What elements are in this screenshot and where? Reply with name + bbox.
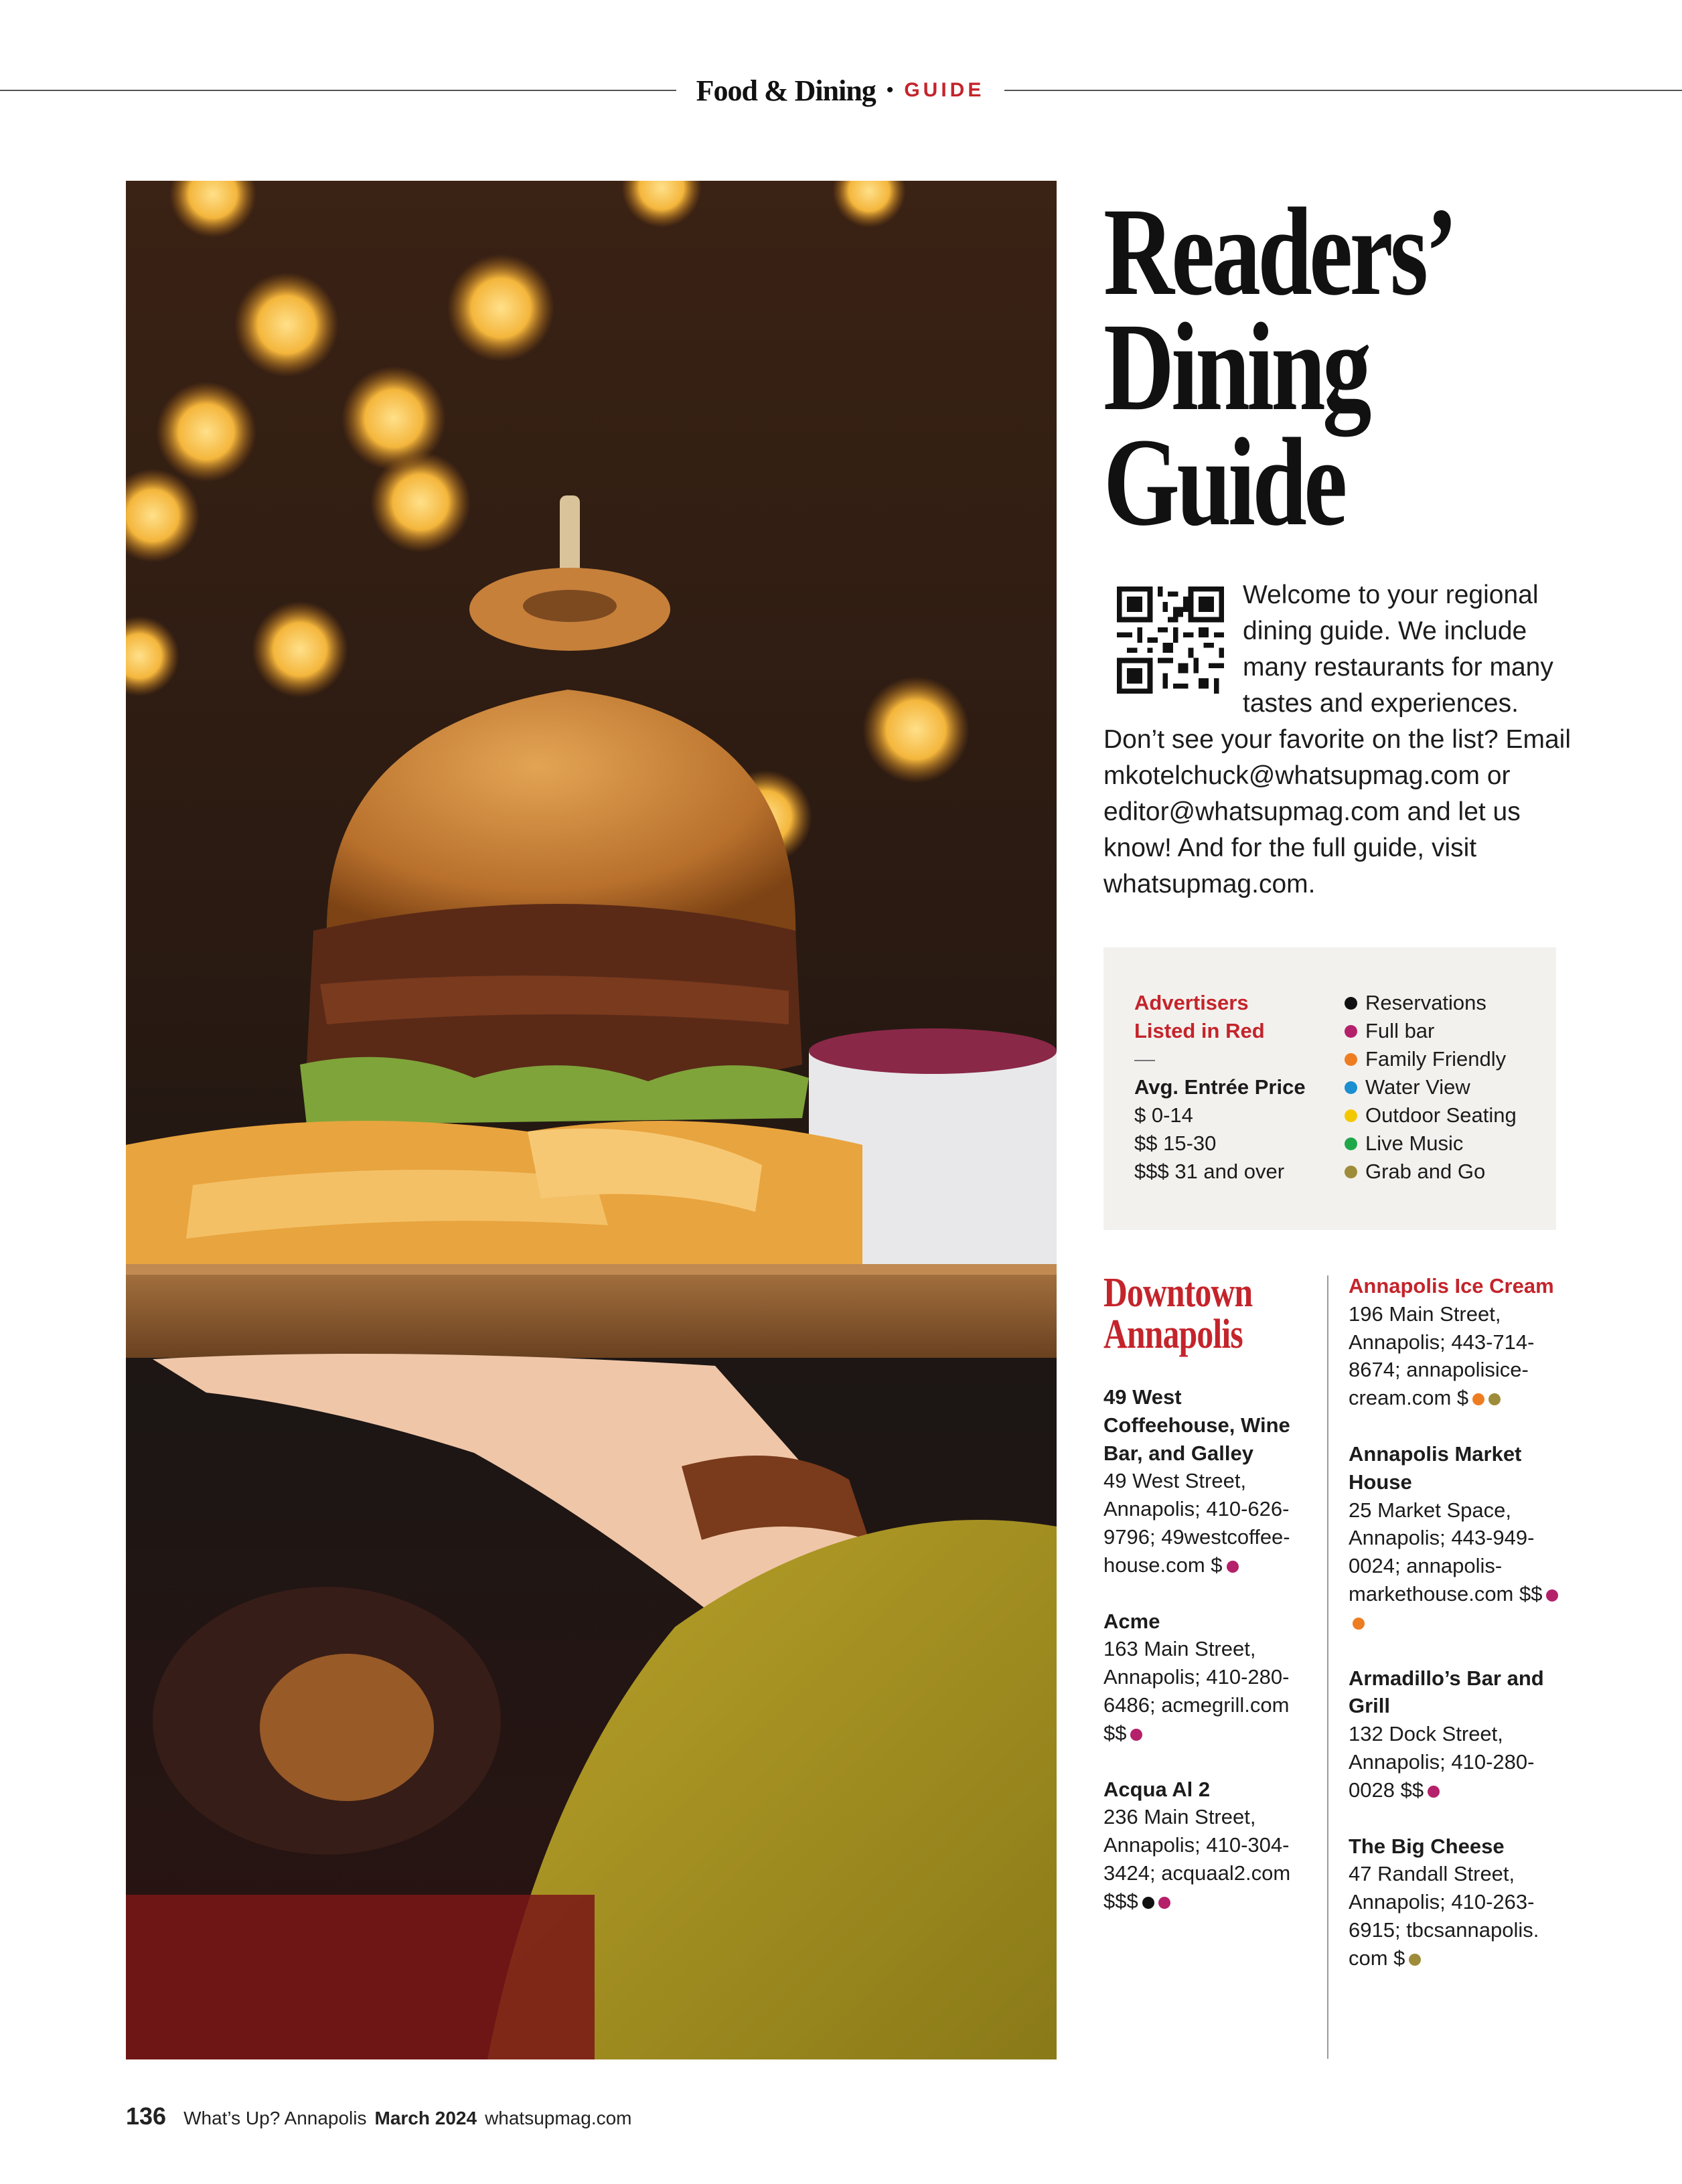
restaurant-info: 132 Dock Street, Annapolis; 410-280-0028 $$	[1349, 1722, 1535, 1802]
section-separator: •	[886, 79, 894, 101]
restaurant-name: Annapolis Market House	[1349, 1441, 1522, 1494]
running-head	[690, 67, 991, 114]
price-tier: $$$ 31 and over	[1134, 1160, 1285, 1183]
page-title	[1103, 181, 1532, 552]
amenity-label: Full bar	[1365, 1019, 1435, 1042]
restaurant-info: 47 Randall Street, Annapolis; 410-263-6915; tbcsannapolis. com $	[1349, 1862, 1539, 1970]
restaurant-details	[1349, 1300, 1570, 1412]
amenity-dot-icon	[1345, 1109, 1357, 1122]
amenity-item	[1345, 1158, 1552, 1186]
website: whatsupmag.com	[485, 2108, 632, 2128]
price-title: Avg. Entrée Price	[1134, 1075, 1306, 1099]
restaurant-details	[1349, 1720, 1570, 1804]
amenity-dot-icon	[1227, 1561, 1239, 1573]
restaurant-name: Annapolis Ice Cream	[1349, 1274, 1554, 1298]
restaurant-name: Armadillo’s Bar and Grill	[1349, 1666, 1544, 1718]
intro-paragraph	[1103, 577, 1572, 903]
restaurant-info: 49 West Street, Annapolis; 410-626-9796; 49westcoffee-house.com $	[1103, 1469, 1290, 1577]
restaurant-info: 236 Main Street, Annapolis; 410-304-3424; acquaal2.com $$$	[1103, 1805, 1291, 1913]
restaurant-details	[1103, 1803, 1318, 1915]
title-line: Readers’	[1103, 181, 1455, 321]
amenity-dot-icon	[1345, 1166, 1357, 1178]
amenity-dot-icon	[1345, 1081, 1357, 1094]
amenity-label: Family Friendly	[1365, 1047, 1507, 1071]
title-line: Dining	[1103, 297, 1369, 437]
area-title: Downtown Annapolis	[1103, 1270, 1253, 1357]
amenity-item	[1345, 1073, 1552, 1101]
listing-column	[1103, 1272, 1318, 1944]
amenity-item	[1345, 1129, 1552, 1158]
amenity-label: Water View	[1365, 1075, 1470, 1099]
amenity-item	[1345, 989, 1552, 1017]
amenity-dot-icon	[1345, 1053, 1357, 1066]
restaurant-listing	[1349, 1272, 1570, 1412]
qr-code-icon	[1117, 587, 1224, 694]
page-number: 136	[126, 2102, 167, 2130]
restaurant-listing	[1103, 1776, 1318, 1916]
amenity-label: Reservations	[1365, 991, 1486, 1014]
amenity-dot-icon	[1130, 1729, 1142, 1741]
restaurant-listing	[1103, 1383, 1318, 1579]
restaurant-details	[1349, 1496, 1570, 1636]
restaurant-details	[1103, 1635, 1318, 1747]
amenity-dot-icon	[1409, 1954, 1421, 1966]
amenity-dot-icon	[1142, 1897, 1154, 1909]
header-rule-right	[1004, 90, 1682, 91]
amenity-dot-icon	[1345, 1025, 1357, 1038]
restaurant-info: 196 Main Street, Annapolis; 443-714-8674; annapolisice-cream.com $	[1349, 1302, 1535, 1410]
burger-photo	[126, 181, 1057, 2059]
amenity-label: Grab and Go	[1365, 1160, 1486, 1183]
advertisers-note: Advertisers	[1134, 991, 1249, 1014]
issue-date: March 2024	[374, 2108, 477, 2128]
amenity-item	[1345, 1101, 1552, 1129]
section-name: Food & Dining	[696, 74, 876, 107]
amenity-label: Outdoor Seating	[1365, 1103, 1517, 1127]
legend-box	[1103, 947, 1556, 1230]
amenity-dot-icon	[1353, 1618, 1365, 1630]
price-tier: $ 0-14	[1134, 1103, 1193, 1127]
restaurant-listing	[1349, 1440, 1570, 1636]
header-rule-left	[0, 90, 676, 91]
restaurant-listing	[1103, 1608, 1318, 1747]
restaurant-listing	[1349, 1664, 1570, 1804]
legend-key	[1134, 989, 1335, 1186]
column-divider	[1327, 1275, 1328, 2059]
page-footer	[126, 2102, 632, 2136]
amenity-dot-icon	[1472, 1393, 1484, 1405]
price-tier: $$ 15-30	[1134, 1132, 1217, 1155]
amenity-label: Live Music	[1365, 1132, 1464, 1155]
intro-text: Welcome to your regional dining guide. We include many restaurants for many tastes and experiences. Don’t see your favorite on the list? Email mkotelchuck@whatsupmag.com or editor@whatsupmag.com and let us know! And for the full guide, visit whatsupmag.com.	[1103, 580, 1572, 899]
amenity-dot-icon	[1428, 1786, 1440, 1798]
restaurant-name: Acqua Al 2	[1103, 1777, 1211, 1801]
amenity-item	[1345, 1045, 1552, 1073]
amenity-dot-icon	[1345, 997, 1357, 1010]
restaurant-name: Acme	[1103, 1609, 1160, 1633]
section-label: GUIDE	[904, 79, 985, 101]
restaurant-details	[1103, 1467, 1318, 1579]
advertisers-note: Listed in Red	[1134, 1019, 1265, 1042]
amenity-dot-icon	[1488, 1393, 1501, 1405]
restaurant-listing	[1349, 1832, 1570, 1972]
restaurant-name: 49 West Coffeehouse, Wine Bar, and Galley	[1103, 1385, 1290, 1465]
publication-name: What’s Up? Annapolis	[183, 2108, 367, 2128]
listing-column	[1349, 1272, 1570, 2001]
restaurant-info: 25 Market Space, Annapolis; 443-949-0024; annapolis-markethouse.com $$	[1349, 1498, 1543, 1606]
amenity-dot-icon	[1345, 1138, 1357, 1150]
amenity-item	[1345, 1017, 1552, 1045]
restaurant-details	[1349, 1860, 1570, 1972]
title-line: Guide	[1103, 412, 1345, 552]
restaurant-name: The Big Cheese	[1349, 1834, 1505, 1858]
restaurant-info: 163 Main Street, Annapolis; 410-280-6486; acmegrill.com $$	[1103, 1637, 1290, 1745]
legend-dash: —	[1134, 1047, 1155, 1071]
amenity-dot-icon	[1158, 1897, 1170, 1909]
amenity-dot-icon	[1546, 1589, 1558, 1602]
amenity-legend	[1345, 989, 1552, 1186]
